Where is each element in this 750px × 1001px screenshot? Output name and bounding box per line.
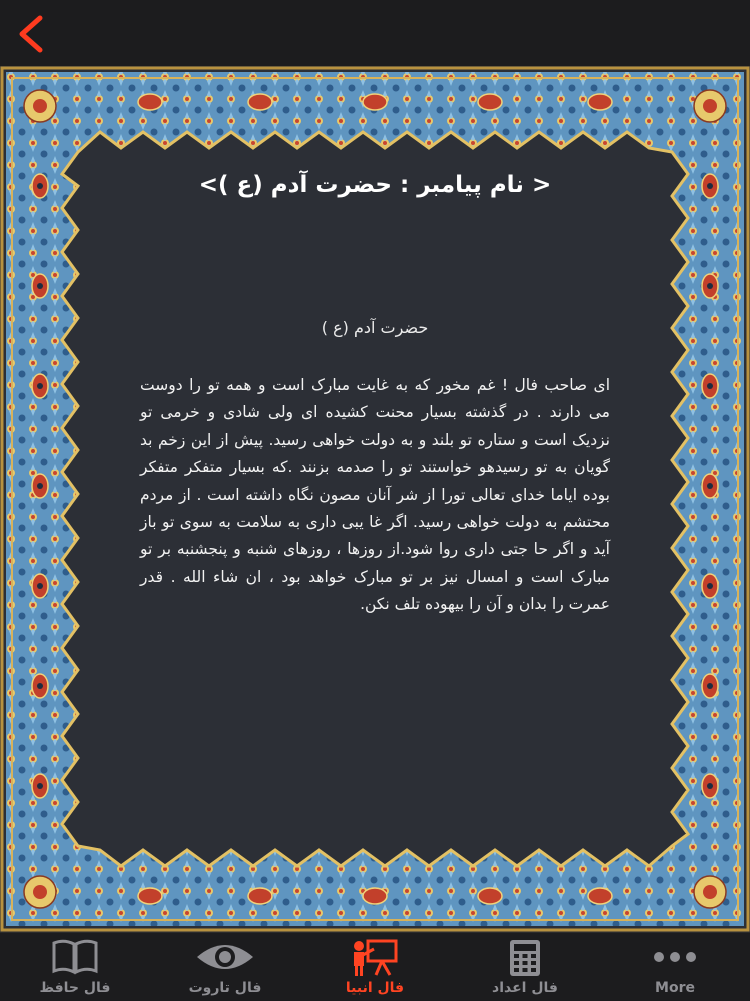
tab-tarot[interactable] xyxy=(150,933,300,1001)
tab-prophets[interactable] xyxy=(300,933,450,1001)
chevron-left-icon xyxy=(14,14,48,54)
prophet-title: < نام پیامبر : حضرت آدم (ع )> xyxy=(198,172,552,198)
fortune-content xyxy=(130,166,620,826)
tab-more[interactable] xyxy=(600,933,750,1001)
ornamental-frame xyxy=(0,66,750,932)
tab-label: فال انبیا xyxy=(345,980,405,996)
eye-icon xyxy=(194,939,256,975)
book-icon xyxy=(50,939,100,975)
presenter-icon xyxy=(350,939,400,977)
tab-numbers[interactable] xyxy=(450,933,600,1001)
fortune-body-text: ای صاحب فال ! غم مخور که به غایت مبارک است و همه تو را دوست می دارند . در گذشته بسیار محنت کشیده ای ولی شادی و خرمی تو نزدیک است و ستاره تو بلند و به دولت خواهی رسید. پیش از این زخم بد گویان به تو رسیدهو خواستند تو را صدمه بزنند .که بسیار متفکر متفکر بوده ایاما خدای تعالی تورا از شر آنان مصون نگاه داشته است . از مردم محتشم به دولت خواهی رسید. اگر غا یبی داری به سلامت به سوی تو باز آید و اگر حا جتی داری روا شود.از روزها ، روزهای شنبه و پنجشنبه بر تو مبارک است و امسال نیز بر تو مبارک خواهد بود ، ان شاء الله . قدر عمرت را بدان و آن را بیهوده تلف نکن. xyxy=(140,376,610,614)
tab-hafez[interactable] xyxy=(0,933,150,1001)
more-icon xyxy=(650,939,700,975)
bottom-tab-bar xyxy=(0,932,750,1001)
top-navigation-bar xyxy=(0,0,750,66)
prophet-subtitle: حضرت آدم (ع ) xyxy=(321,318,429,337)
back-button[interactable] xyxy=(14,14,48,54)
tab-label: More xyxy=(655,980,695,996)
calculator-icon xyxy=(508,939,542,977)
tab-label: فال حافظ xyxy=(39,980,111,996)
tab-label: فال اعداد xyxy=(492,980,558,996)
tab-label: فال تاروت xyxy=(188,980,262,996)
